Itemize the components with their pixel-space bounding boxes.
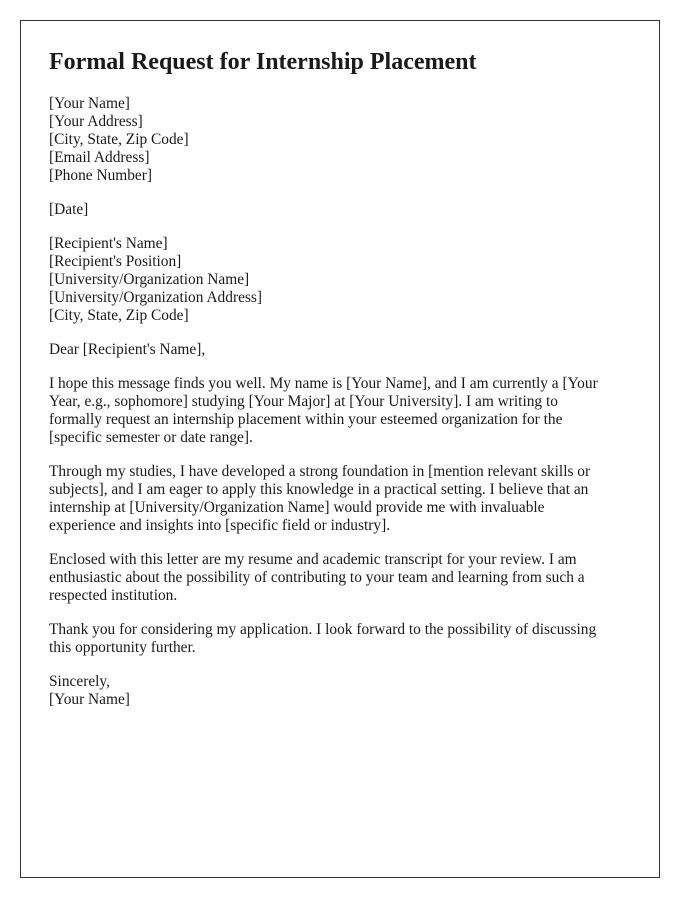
paragraph-line: this opportunity further.: [49, 639, 196, 656]
paragraph-line: Enclosed with this letter are my resume and academic transcript for your review. I am: [49, 551, 577, 568]
body-paragraph-skills: [49, 463, 631, 535]
body-paragraph-thanks: [49, 621, 631, 657]
letter-title: Formal Request for Internship Placement: [49, 49, 477, 75]
sender-address-block: [49, 95, 631, 185]
salutation-text: Dear [Recipient's Name],: [49, 341, 206, 358]
sender-phone: [Phone Number]: [49, 167, 153, 184]
signature-name: [Your Name]: [49, 691, 130, 708]
body-paragraph-intro: [49, 375, 631, 447]
recipient-name: [Recipient's Name]: [49, 235, 168, 252]
paragraph-line: enthusiastic about the possibility of contributing to your team and learning from such a: [49, 569, 585, 586]
recipient-address: [University/Organization Address]: [49, 289, 263, 306]
sender-city-state-zip: [City, State, Zip Code]: [49, 131, 189, 148]
recipient-address-block: [49, 235, 631, 325]
recipient-city-state-zip: [City, State, Zip Code]: [49, 307, 189, 324]
sender-name: [Your Name]: [49, 95, 130, 112]
sender-address: [Your Address]: [49, 113, 143, 130]
salutation: [49, 341, 631, 359]
paragraph-line: I hope this message finds you well. My name is [Your Name], and I am currently a [Your: [49, 375, 598, 392]
paragraph-line: [specific semester or date range].: [49, 429, 253, 446]
closing-block: [49, 673, 631, 709]
paragraph-line: subjects], and I am eager to apply this knowledge in a practical setting. I believe that an: [49, 481, 589, 498]
paragraph-line: respected institution.: [49, 587, 178, 604]
date-block: [49, 201, 631, 219]
recipient-position: [Recipient's Position]: [49, 253, 182, 270]
sender-email: [Email Address]: [49, 149, 150, 166]
closing-text: Sincerely,: [49, 673, 110, 690]
paragraph-line: Thank you for considering my application. I look forward to the possibility of discussing: [49, 621, 597, 638]
recipient-organization: [University/Organization Name]: [49, 271, 250, 288]
letter-date: [Date]: [49, 201, 89, 218]
letter-page: [20, 20, 660, 878]
paragraph-line: Through my studies, I have developed a strong foundation in [mention relevant skills or: [49, 463, 591, 480]
paragraph-line: internship at [University/Organization Name] would provide me with invaluable: [49, 499, 545, 516]
paragraph-line: Year, e.g., sophomore] studying [Your Major] at [Your University]. I am writing to: [49, 393, 558, 410]
body-paragraph-enclosures: [49, 551, 631, 605]
paragraph-line: formally request an internship placement within your esteemed organization for the: [49, 411, 563, 428]
paragraph-line: experience and insights into [specific field or industry].: [49, 517, 391, 534]
